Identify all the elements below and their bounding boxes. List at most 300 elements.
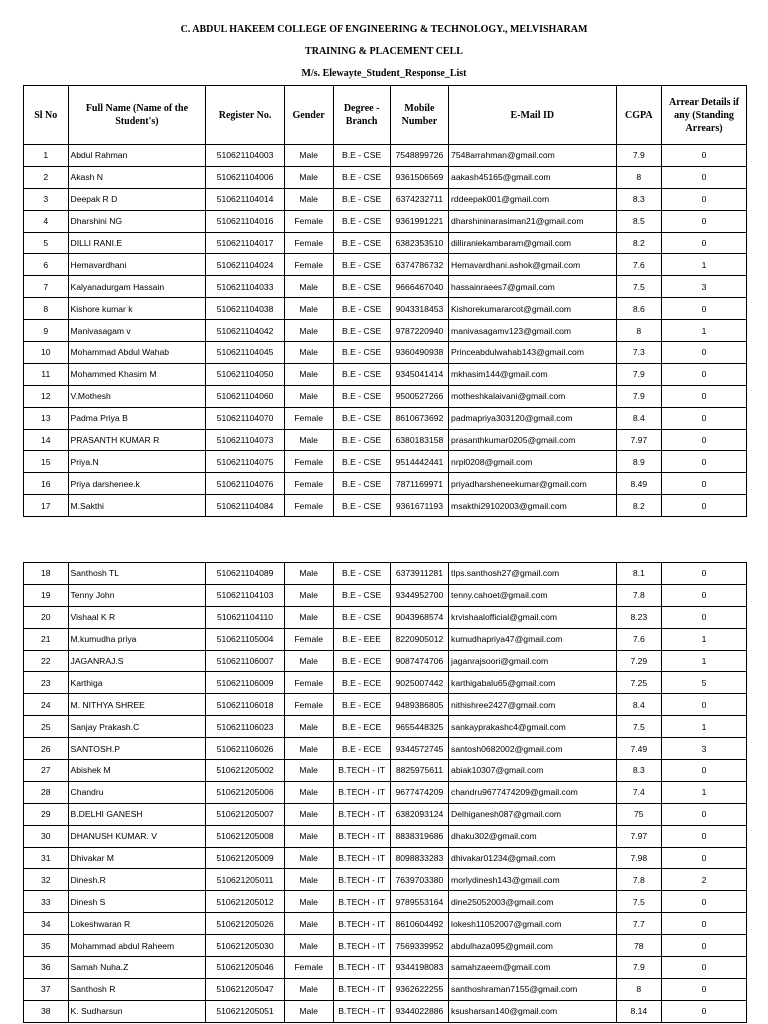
cell-gender: Male (284, 847, 333, 869)
cell-sl-no: 34 (24, 913, 69, 935)
cell-degree-branch: B.E - CSE (333, 210, 390, 232)
cell-cgpa: 78 (616, 935, 662, 957)
cell-degree-branch: B.TECH - IT (333, 891, 390, 913)
cell-full-name: Santhosh TL (68, 563, 206, 585)
cell-arrear: 0 (662, 232, 747, 254)
cell-register-no: 510621104033 (206, 276, 284, 298)
cell-full-name: PRASANTH KUMAR R (68, 429, 206, 451)
cell-cgpa: 8.14 (616, 1000, 662, 1022)
cell-email: hassainraees7@gmail.com (449, 276, 616, 298)
cell-full-name: Samah Nuha.Z (68, 957, 206, 979)
cell-full-name: DILLI RANI.E (68, 232, 206, 254)
cell-arrear: 0 (662, 825, 747, 847)
cell-email: padmapriya303120@gmail.com (449, 407, 616, 429)
cell-full-name: Dharshini NG (68, 210, 206, 232)
table-row (24, 672, 747, 694)
cell-mobile-number: 6373911281 (390, 563, 448, 585)
cell-gender: Male (284, 935, 333, 957)
cell-full-name: Lokeshwaran R (68, 913, 206, 935)
cell-gender: Female (284, 672, 333, 694)
cell-degree-branch: B.E - CSE (333, 254, 390, 276)
cell-degree-branch: B.TECH - IT (333, 825, 390, 847)
cell-arrear: 1 (662, 781, 747, 803)
cell-cgpa: 7.5 (616, 891, 662, 913)
cell-gender: Male (284, 913, 333, 935)
cell-email: Princeabdulwahab143@gmail.com (449, 342, 616, 364)
cell-gender: Female (284, 210, 333, 232)
cell-register-no: 510621104050 (206, 363, 284, 385)
cell-mobile-number: 7548899726 (390, 145, 448, 167)
table-row (24, 276, 747, 298)
cell-register-no: 510621104006 (206, 166, 284, 188)
col-gender: Gender (284, 86, 333, 145)
cell-arrear: 0 (662, 298, 747, 320)
cell-gender: Male (284, 760, 333, 782)
cell-degree-branch: B.TECH - IT (333, 760, 390, 782)
cell-degree-branch: B.E - ECE (333, 672, 390, 694)
cell-gender: Male (284, 563, 333, 585)
cell-register-no: 510621104016 (206, 210, 284, 232)
cell-register-no: 510621104038 (206, 298, 284, 320)
cell-register-no: 510621106023 (206, 716, 284, 738)
cell-arrear: 1 (662, 628, 747, 650)
cell-full-name: SANTOSH.P (68, 738, 206, 760)
cell-sl-no: 5 (24, 232, 69, 254)
cell-mobile-number: 9362622255 (390, 978, 448, 1000)
cell-register-no: 510621104075 (206, 451, 284, 473)
cell-email: samahzaeem@gmail.com (449, 957, 616, 979)
cell-sl-no: 24 (24, 694, 69, 716)
cell-cgpa: 7.4 (616, 781, 662, 803)
table-row (24, 781, 747, 803)
table-row (24, 869, 747, 891)
cell-gender: Male (284, 825, 333, 847)
cell-register-no: 510621105004 (206, 628, 284, 650)
cell-gender: Female (284, 254, 333, 276)
cell-sl-no: 2 (24, 166, 69, 188)
cell-register-no: 510621104042 (206, 320, 284, 342)
cell-register-no: 510621104089 (206, 563, 284, 585)
cell-full-name: Tenny John (68, 584, 206, 606)
table-row (24, 803, 747, 825)
cell-sl-no: 21 (24, 628, 69, 650)
cell-mobile-number: 9677474209 (390, 781, 448, 803)
table-row (24, 935, 747, 957)
cell-email: msakthi29102003@gmail.com (449, 495, 616, 517)
table-row (24, 429, 747, 451)
cell-cgpa: 8 (616, 320, 662, 342)
cell-degree-branch: B.E - CSE (333, 145, 390, 167)
cell-email: priyadharsheneekumar@gmail.com (449, 473, 616, 495)
cell-arrear: 0 (662, 803, 747, 825)
cell-cgpa: 8 (616, 166, 662, 188)
cell-cgpa: 7.9 (616, 957, 662, 979)
cell-register-no: 510621106007 (206, 650, 284, 672)
table-row (24, 320, 747, 342)
cell-full-name: Akash N (68, 166, 206, 188)
cell-cgpa: 7.5 (616, 276, 662, 298)
cell-degree-branch: B.TECH - IT (333, 935, 390, 957)
cell-sl-no: 33 (24, 891, 69, 913)
cell-register-no: 510621205051 (206, 1000, 284, 1022)
cell-cgpa: 7.7 (616, 913, 662, 935)
cell-mobile-number: 9087474706 (390, 650, 448, 672)
cell-register-no: 510621106009 (206, 672, 284, 694)
cell-cgpa: 8.6 (616, 298, 662, 320)
cell-arrear: 1 (662, 716, 747, 738)
cell-mobile-number: 9344572745 (390, 738, 448, 760)
cell-mobile-number: 7639703380 (390, 869, 448, 891)
cell-degree-branch: B.E - CSE (333, 320, 390, 342)
cell-cgpa: 7.25 (616, 672, 662, 694)
cell-mobile-number: 9361991221 (390, 210, 448, 232)
cell-degree-branch: B.TECH - IT (333, 978, 390, 1000)
cell-arrear: 0 (662, 694, 747, 716)
cell-email: sankayprakashc4@gmail.com (449, 716, 616, 738)
cell-full-name: M. NITHYA SHREE (68, 694, 206, 716)
table-row (24, 145, 747, 167)
cell-email: Kishorekumararcot@gmail.com (449, 298, 616, 320)
cell-arrear: 0 (662, 145, 747, 167)
cell-sl-no: 1 (24, 145, 69, 167)
cell-register-no: 510621106026 (206, 738, 284, 760)
cell-cgpa: 8.3 (616, 760, 662, 782)
cell-full-name: B.DELHI GANESH (68, 803, 206, 825)
cell-cgpa: 75 (616, 803, 662, 825)
cell-register-no: 510621104084 (206, 495, 284, 517)
cell-degree-branch: B.TECH - IT (333, 869, 390, 891)
cell-sl-no: 14 (24, 429, 69, 451)
cell-sl-no: 23 (24, 672, 69, 694)
cell-sl-no: 19 (24, 584, 69, 606)
cell-sl-no: 20 (24, 606, 69, 628)
cell-register-no: 510621104073 (206, 429, 284, 451)
cell-register-no: 510621205006 (206, 781, 284, 803)
cell-arrear: 0 (662, 451, 747, 473)
cell-email: lokesh11052007@gmail.com (449, 913, 616, 935)
college-title: C. ABDUL HAKEEM COLLEGE OF ENGINEERING & TECHNOLOGY., MELVISHARAM (180, 24, 588, 35)
cell-sl-no: 38 (24, 1000, 69, 1022)
cell-degree-branch: B.E - CSE (333, 342, 390, 364)
cell-degree-branch: B.E - CSE (333, 407, 390, 429)
table-row (24, 495, 747, 517)
cell-register-no: 510621104003 (206, 145, 284, 167)
table-row (24, 847, 747, 869)
table-row (24, 738, 747, 760)
cell-email: motheshkalaivani@gmail.com (449, 385, 616, 407)
cell-arrear: 1 (662, 254, 747, 276)
cell-arrear: 0 (662, 847, 747, 869)
cell-full-name: Priya darshenee.k (68, 473, 206, 495)
col-degree-branch: Degree - Branch (333, 86, 390, 145)
cell-register-no: 510621205008 (206, 825, 284, 847)
cell-mobile-number: 8220905012 (390, 628, 448, 650)
cell-full-name: Abishek M (68, 760, 206, 782)
cell-cgpa: 7.9 (616, 385, 662, 407)
table-row (24, 584, 747, 606)
cell-full-name: Mohammad abdul Raheem (68, 935, 206, 957)
cell-arrear: 0 (662, 363, 747, 385)
cell-degree-branch: B.E - ECE (333, 650, 390, 672)
cell-full-name: Abdul Rahman (68, 145, 206, 167)
cell-degree-branch: B.E - CSE (333, 563, 390, 585)
cell-sl-no: 16 (24, 473, 69, 495)
cell-gender: Female (284, 232, 333, 254)
cell-sl-no: 12 (24, 385, 69, 407)
cell-cgpa: 7.29 (616, 650, 662, 672)
cell-arrear: 3 (662, 276, 747, 298)
table-row (24, 694, 747, 716)
cell-mobile-number: 9789553164 (390, 891, 448, 913)
cell-cgpa: 8.2 (616, 495, 662, 517)
table-row (24, 628, 747, 650)
cell-sl-no: 10 (24, 342, 69, 364)
cell-cgpa: 8.1 (616, 563, 662, 585)
cell-email: rddeepak001@gmail.com (449, 188, 616, 210)
cell-register-no: 510621205026 (206, 913, 284, 935)
cell-sl-no: 28 (24, 781, 69, 803)
cell-degree-branch: B.E - CSE (333, 166, 390, 188)
cell-arrear: 0 (662, 957, 747, 979)
cell-degree-branch: B.E - CSE (333, 363, 390, 385)
cell-register-no: 510621205002 (206, 760, 284, 782)
cell-full-name: Manivasagam v (68, 320, 206, 342)
cell-sl-no: 6 (24, 254, 69, 276)
cell-sl-no: 26 (24, 738, 69, 760)
cell-gender: Male (284, 606, 333, 628)
col-cgpa: CGPA (616, 86, 662, 145)
cell-gender: Male (284, 869, 333, 891)
cell-sl-no: 30 (24, 825, 69, 847)
cell-full-name: Dinesh.R (68, 869, 206, 891)
cell-degree-branch: B.E - ECE (333, 694, 390, 716)
cell-register-no: 510621104045 (206, 342, 284, 364)
cell-sl-no: 13 (24, 407, 69, 429)
cell-mobile-number: 9344952700 (390, 584, 448, 606)
cell-sl-no: 36 (24, 957, 69, 979)
cell-degree-branch: B.TECH - IT (333, 781, 390, 803)
cell-register-no: 510621104070 (206, 407, 284, 429)
list-title: M/s. Elewayte_Student_Response_List (301, 68, 467, 79)
cell-cgpa: 7.5 (616, 716, 662, 738)
table-row (24, 363, 747, 385)
cell-register-no: 510621104014 (206, 188, 284, 210)
cell-gender: Male (284, 385, 333, 407)
cell-degree-branch: B.E - EEE (333, 628, 390, 650)
table-row (24, 188, 747, 210)
cell-full-name: Kishore kumar k (68, 298, 206, 320)
table-row (24, 451, 747, 473)
table-header-row (24, 86, 747, 145)
cell-mobile-number: 6382353510 (390, 232, 448, 254)
cell-email: prasanthkumar0205@gmail.com (449, 429, 616, 451)
cell-gender: Male (284, 298, 333, 320)
cell-register-no: 510621205046 (206, 957, 284, 979)
cell-arrear: 0 (662, 429, 747, 451)
table-row (24, 166, 747, 188)
cell-arrear: 0 (662, 385, 747, 407)
table-row (24, 891, 747, 913)
cell-gender: Male (284, 145, 333, 167)
cell-cgpa: 8.4 (616, 694, 662, 716)
cell-sl-no: 18 (24, 563, 69, 585)
col-arrear-details: Arrear Details if any (Standing Arrears) (662, 86, 747, 145)
cell-arrear: 0 (662, 584, 747, 606)
cell-cgpa: 8.4 (616, 407, 662, 429)
cell-gender: Male (284, 276, 333, 298)
cell-gender: Male (284, 978, 333, 1000)
cell-degree-branch: B.E - CSE (333, 473, 390, 495)
cell-register-no: 510621205047 (206, 978, 284, 1000)
cell-cgpa: 8.2 (616, 232, 662, 254)
table-row (24, 254, 747, 276)
col-mobile-number: Mobile Number (390, 86, 448, 145)
cell-full-name: V.Mothesh (68, 385, 206, 407)
cell-email: 7548arrahman@gmail.com (449, 145, 616, 167)
cell-email: tlps.santhosh27@gmail.com (449, 563, 616, 585)
cell-degree-branch: B.TECH - IT (333, 1000, 390, 1022)
table-row (24, 606, 747, 628)
cell-register-no: 510621106018 (206, 694, 284, 716)
cell-email: Delhiganesh087@gmail.com (449, 803, 616, 825)
cell-arrear: 1 (662, 320, 747, 342)
cell-arrear: 2 (662, 869, 747, 891)
cell-email: Hemavardhani.ashok@gmail.com (449, 254, 616, 276)
cell-mobile-number: 9043318453 (390, 298, 448, 320)
cell-mobile-number: 9345041414 (390, 363, 448, 385)
table-row (24, 473, 747, 495)
table-row (24, 210, 747, 232)
table-row (24, 1000, 747, 1022)
cell-degree-branch: B.E - CSE (333, 385, 390, 407)
cell-gender: Male (284, 716, 333, 738)
cell-degree-branch: B.E - ECE (333, 716, 390, 738)
cell-email: ksusharsan140@gmail.com (449, 1000, 616, 1022)
cell-register-no: 510621205011 (206, 869, 284, 891)
table-row (24, 385, 747, 407)
cell-email: dilliraniekambaram@gmail.com (449, 232, 616, 254)
cell-arrear: 0 (662, 342, 747, 364)
cell-mobile-number: 6374232711 (390, 188, 448, 210)
table-row (24, 957, 747, 979)
table-row (24, 650, 747, 672)
cell-sl-no: 22 (24, 650, 69, 672)
table-row (24, 716, 747, 738)
cell-mobile-number: 9361671193 (390, 495, 448, 517)
cell-degree-branch: B.E - CSE (333, 298, 390, 320)
cell-gender: Female (284, 957, 333, 979)
cell-arrear: 0 (662, 913, 747, 935)
cell-full-name: Deepak R D (68, 188, 206, 210)
cell-degree-branch: B.E - CSE (333, 232, 390, 254)
cell-full-name: Kalyanadurgam Hassain (68, 276, 206, 298)
cell-degree-branch: B.TECH - IT (333, 803, 390, 825)
cell-mobile-number: 9489386805 (390, 694, 448, 716)
cell-gender: Female (284, 451, 333, 473)
cell-email: abiak10307@gmail.com (449, 760, 616, 782)
cell-email: tenny.cahoet@gmail.com (449, 584, 616, 606)
cell-email: jaganrajsoori@gmail.com (449, 650, 616, 672)
cell-cgpa: 8.5 (616, 210, 662, 232)
cell-gender: Female (284, 407, 333, 429)
cell-mobile-number: 6380183158 (390, 429, 448, 451)
cell-gender: Male (284, 650, 333, 672)
cell-mobile-number: 9666467040 (390, 276, 448, 298)
cell-sl-no: 3 (24, 188, 69, 210)
cell-cgpa: 7.97 (616, 429, 662, 451)
cell-email: santhoshraman7155@gmail.com (449, 978, 616, 1000)
cell-gender: Female (284, 628, 333, 650)
table-row (24, 563, 747, 585)
cell-gender: Male (284, 738, 333, 760)
cell-arrear: 0 (662, 935, 747, 957)
col-register-no: Register No. (206, 86, 284, 145)
cell-mobile-number: 9344198083 (390, 957, 448, 979)
cell-gender: Female (284, 473, 333, 495)
cell-gender: Male (284, 781, 333, 803)
cell-arrear: 0 (662, 563, 747, 585)
cell-cgpa: 7.8 (616, 584, 662, 606)
cell-gender: Male (284, 166, 333, 188)
cell-full-name: Sanjay Prakash.C (68, 716, 206, 738)
cell-full-name: Hemavardhani (68, 254, 206, 276)
cell-gender: Male (284, 320, 333, 342)
cell-full-name: Priya.N (68, 451, 206, 473)
cell-email: dhivakar01234@gmail.com (449, 847, 616, 869)
cell-degree-branch: B.E - CSE (333, 451, 390, 473)
cell-cgpa: 8.49 (616, 473, 662, 495)
cell-cgpa: 7.9 (616, 145, 662, 167)
cell-full-name: Vishaal K R (68, 606, 206, 628)
cell-gender: Male (284, 429, 333, 451)
cell-degree-branch: B.TECH - IT (333, 913, 390, 935)
cell-mobile-number: 8098833283 (390, 847, 448, 869)
cell-gender: Male (284, 803, 333, 825)
cell-arrear: 0 (662, 210, 747, 232)
cell-arrear: 0 (662, 495, 747, 517)
cell-mobile-number: 9043968574 (390, 606, 448, 628)
cell-mobile-number: 9655448325 (390, 716, 448, 738)
cell-cgpa: 8.3 (616, 188, 662, 210)
cell-degree-branch: B.E - ECE (333, 738, 390, 760)
cell-cgpa: 7.9 (616, 363, 662, 385)
cell-mobile-number: 6382093124 (390, 803, 448, 825)
cell-full-name: Dhivakar M (68, 847, 206, 869)
cell-mobile-number: 7569339952 (390, 935, 448, 957)
cell-degree-branch: B.TECH - IT (333, 957, 390, 979)
cell-email: morlydinesh143@gmail.com (449, 869, 616, 891)
cell-email: krvishaalofficial@gmail.com (449, 606, 616, 628)
cell-arrear: 0 (662, 407, 747, 429)
cell-email: kumudhapriya47@gmail.com (449, 628, 616, 650)
col-full-name: Full Name (Name of the Student's) (68, 86, 206, 145)
cell-arrear: 0 (662, 891, 747, 913)
cell-register-no: 510621205007 (206, 803, 284, 825)
cell-gender: Male (284, 342, 333, 364)
cell-sl-no: 25 (24, 716, 69, 738)
cell-arrear: 0 (662, 166, 747, 188)
cell-sl-no: 17 (24, 495, 69, 517)
cell-register-no: 510621104060 (206, 385, 284, 407)
cell-email: abdulhaza095@gmail.com (449, 935, 616, 957)
cell-title: TRAINING & PLACEMENT CELL (305, 46, 463, 57)
cell-sl-no: 15 (24, 451, 69, 473)
cell-sl-no: 7 (24, 276, 69, 298)
cell-sl-no: 4 (24, 210, 69, 232)
cell-arrear: 0 (662, 188, 747, 210)
cell-sl-no: 29 (24, 803, 69, 825)
cell-register-no: 510621104024 (206, 254, 284, 276)
